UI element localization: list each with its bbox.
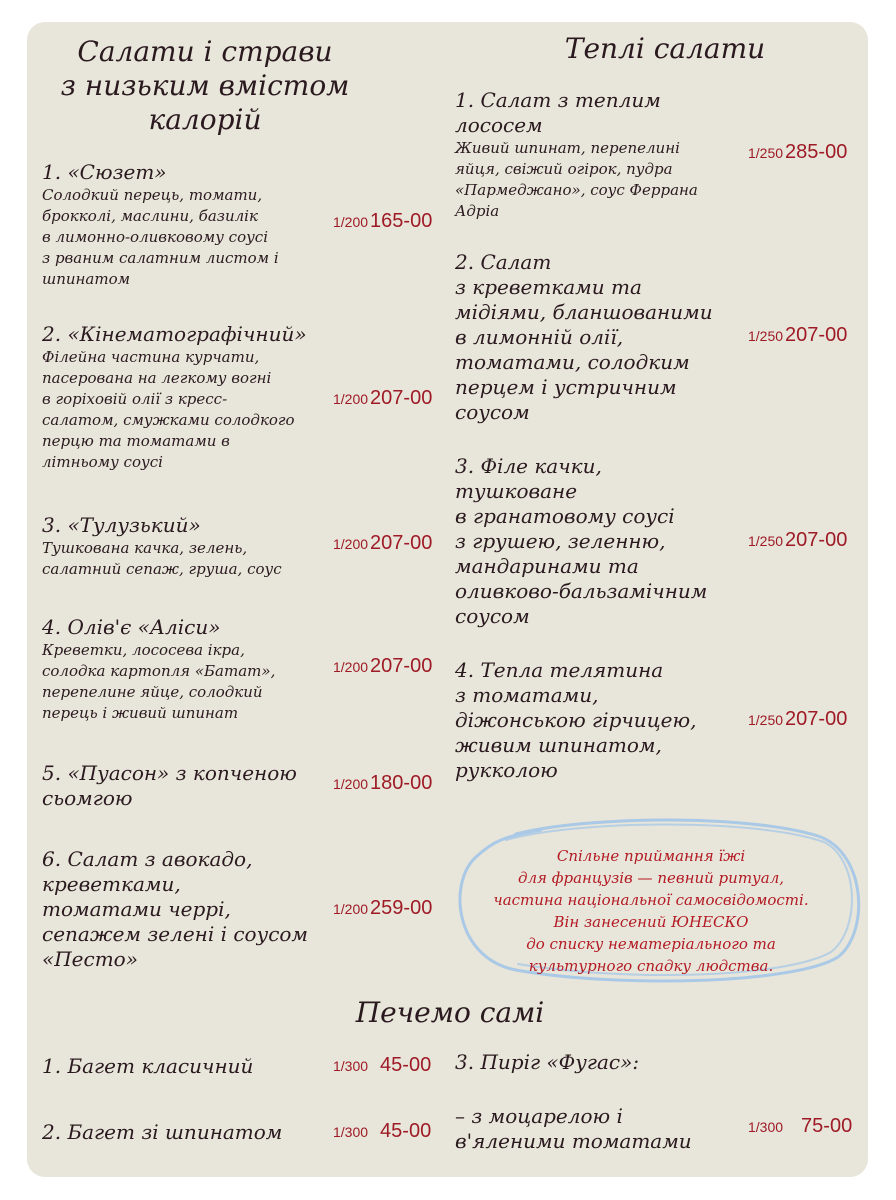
bakery-item-3 — [455, 1050, 745, 1075]
item-name: 2. «Кінематографічний» — [42, 322, 307, 346]
item-name-line: 1. Салат з теплим — [455, 88, 661, 112]
item-desc-line: яйця, свіжий огірок, пудра — [455, 160, 673, 178]
item-name-line: оливково-бальзамічним — [455, 579, 708, 603]
note-line: до списку нематеріального та — [526, 935, 776, 953]
item-name-line: в лимонній олії, — [455, 325, 624, 349]
item-desc-line: перепелине яйце, солодкий — [42, 683, 263, 701]
item-desc-line: брокколі, маслини, базилік — [42, 207, 258, 225]
right-item-1-price — [748, 141, 847, 164]
left-item-4 — [42, 615, 332, 724]
portion: 1/300 — [333, 1124, 369, 1140]
item-name-line: тушковане — [455, 479, 578, 503]
amount: 285-00 — [785, 141, 848, 163]
item-desc-line: перець і живий шпинат — [42, 704, 239, 722]
left-item-3 — [42, 513, 332, 580]
item-desc-line: шпинатом — [42, 270, 131, 288]
item-name-line: з грушею, зеленню, — [455, 529, 666, 553]
right-item-3-price — [748, 529, 847, 552]
portion: 1/300 — [748, 1119, 784, 1135]
item-sub-line: в'яленими томатами — [455, 1129, 692, 1153]
item-desc-line: Креветки, лососева ікра, — [42, 641, 245, 659]
item-desc-line: з рваним салатним листом і — [42, 249, 279, 267]
right-item-4-price — [748, 708, 847, 731]
item-name-line: соусом — [455, 400, 530, 424]
bakery-title: Печемо самі — [355, 996, 545, 1029]
item-desc-line: Солодкий перець, томати, — [42, 186, 263, 204]
amount: 207-00 — [370, 387, 433, 409]
right-item-2 — [455, 250, 745, 425]
amount: 165-00 — [370, 210, 433, 232]
item-name-line: соусом — [455, 604, 530, 628]
portion: 1/200 — [333, 659, 369, 675]
item-name-line: лососем — [455, 113, 543, 137]
culture-note — [470, 845, 832, 977]
item-name-line: рукколою — [455, 758, 558, 782]
bakery-item-3-price — [748, 1115, 852, 1138]
item-name: 4. Олів'є «Аліси» — [42, 615, 221, 639]
amount: 45-00 — [380, 1054, 432, 1076]
item-name: 2. Багет зі шпинатом — [42, 1120, 283, 1144]
item-desc-line: Філейна частина курчати, — [42, 348, 260, 366]
left-item-1 — [42, 160, 332, 290]
item-name-line: в гранатовому соусі — [455, 504, 675, 528]
item-name-line: креветками, — [42, 872, 181, 896]
portion: 1/200 — [333, 776, 369, 792]
item-name-line: 5. «Пуасон» з копченою — [42, 761, 297, 785]
left-item-5 — [42, 761, 337, 811]
item-name-line: 6. Салат з авокадо, — [42, 847, 253, 871]
portion: 1/200 — [333, 901, 369, 917]
item-name: 1. «Сюзет» — [42, 160, 167, 184]
note-line: частина національної самосвідомості. — [493, 891, 809, 909]
item-name-line: 3. Філе качки, — [455, 454, 602, 478]
amount: 207-00 — [785, 324, 848, 346]
left-item-4-price — [333, 655, 432, 678]
item-name-line: з креветками та — [455, 275, 642, 299]
portion: 1/200 — [333, 536, 369, 552]
right-item-2-price — [748, 324, 847, 347]
bakery-item-1-price — [333, 1054, 431, 1077]
left-item-6-price — [333, 897, 432, 920]
item-name: 3. Пиріг «Фугас»: — [455, 1050, 640, 1074]
portion: 1/250 — [748, 533, 784, 549]
right-item-1 — [455, 88, 745, 222]
right-section-title: Теплі салати — [564, 32, 766, 65]
amount: 259-00 — [370, 897, 433, 919]
portion: 1/250 — [748, 328, 784, 344]
left-title-line-1: Салати і страви — [77, 35, 333, 68]
bakery-item-2 — [42, 1120, 332, 1145]
left-item-3-price — [333, 532, 432, 555]
item-desc-line: Живий шпинат, перепелині — [455, 139, 680, 157]
item-name-line: «Песто» — [42, 947, 138, 971]
amount: 207-00 — [785, 708, 848, 730]
item-name-line: перцем і устричним — [455, 375, 677, 399]
portion: 1/300 — [333, 1058, 369, 1074]
left-item-2-price — [333, 387, 432, 410]
note-line: Спільне приймання їжі — [556, 847, 746, 865]
item-name: 3. «Тулузький» — [42, 513, 201, 537]
left-item-1-price — [333, 210, 432, 233]
left-title-line-3: калорій — [148, 103, 262, 136]
bakery-item-1 — [42, 1054, 332, 1079]
item-name-line: живим шпинатом, — [455, 733, 662, 757]
note-line: Він занесений ЮНЕСКО — [553, 913, 749, 931]
portion: 1/200 — [333, 391, 369, 407]
item-name-line: мандаринами та — [455, 554, 639, 578]
amount: 75-00 — [801, 1115, 853, 1137]
item-name-line: 2. Салат — [455, 250, 552, 274]
amount: 180-00 — [370, 772, 433, 794]
left-item-5-price — [333, 772, 432, 795]
item-desc-line: літньому соусі — [42, 453, 163, 471]
item-name-line: томатами, солодким — [455, 350, 690, 374]
item-name-line: з томатами, — [455, 683, 599, 707]
portion: 1/200 — [333, 214, 369, 230]
item-desc-line: солодка картопля «Батат», — [42, 662, 276, 680]
amount: 207-00 — [785, 529, 848, 551]
item-desc-line: Адріа — [455, 202, 500, 220]
item-desc-line: «Пармеджано», соус Феррана — [455, 181, 698, 199]
item-desc-line: в лимонно-оливковому соусі — [42, 228, 268, 246]
left-section-title — [60, 35, 350, 137]
item-desc-line: Тушкована качка, зелень, — [42, 539, 248, 557]
left-title-line-2: з низьким вмістом — [60, 69, 350, 102]
item-name-line: сепажем зелені і соусом — [42, 922, 309, 946]
item-name-line: томатами черрі, — [42, 897, 231, 921]
portion: 1/250 — [748, 145, 784, 161]
left-item-6 — [42, 847, 337, 972]
bakery-item-2-price — [333, 1120, 431, 1143]
item-desc-line: салатний сепаж, груша, соус — [42, 560, 282, 578]
portion: 1/250 — [748, 712, 784, 728]
item-desc-line: перцю та томатами в — [42, 432, 230, 450]
bakery-item-3-sub — [455, 1104, 745, 1154]
item-name-line: діжонською гірчицею, — [455, 708, 697, 732]
item-name: 1. Багет класичний — [42, 1054, 254, 1078]
amount: 207-00 — [370, 532, 433, 554]
item-desc-line: салатом, смужками солодкого — [42, 411, 295, 429]
right-item-4 — [455, 658, 745, 783]
item-name-line: сьомгою — [42, 786, 133, 810]
item-name-line: 4. Тепла телятина — [455, 658, 664, 682]
note-line: культурного спадку людства. — [528, 957, 774, 975]
item-name-line: мідіями, бланшованими — [455, 300, 713, 324]
item-desc-line: в горіховій олії з кресс- — [42, 390, 228, 408]
item-desc-line: пасерована на легкому вогні — [42, 369, 272, 387]
amount: 207-00 — [370, 655, 433, 677]
right-item-3 — [455, 454, 745, 629]
left-item-2 — [42, 322, 337, 473]
amount: 45-00 — [380, 1120, 432, 1142]
item-sub-line: – з моцарелою і — [455, 1104, 623, 1128]
note-line: для французів — певний ритуал, — [517, 869, 785, 887]
